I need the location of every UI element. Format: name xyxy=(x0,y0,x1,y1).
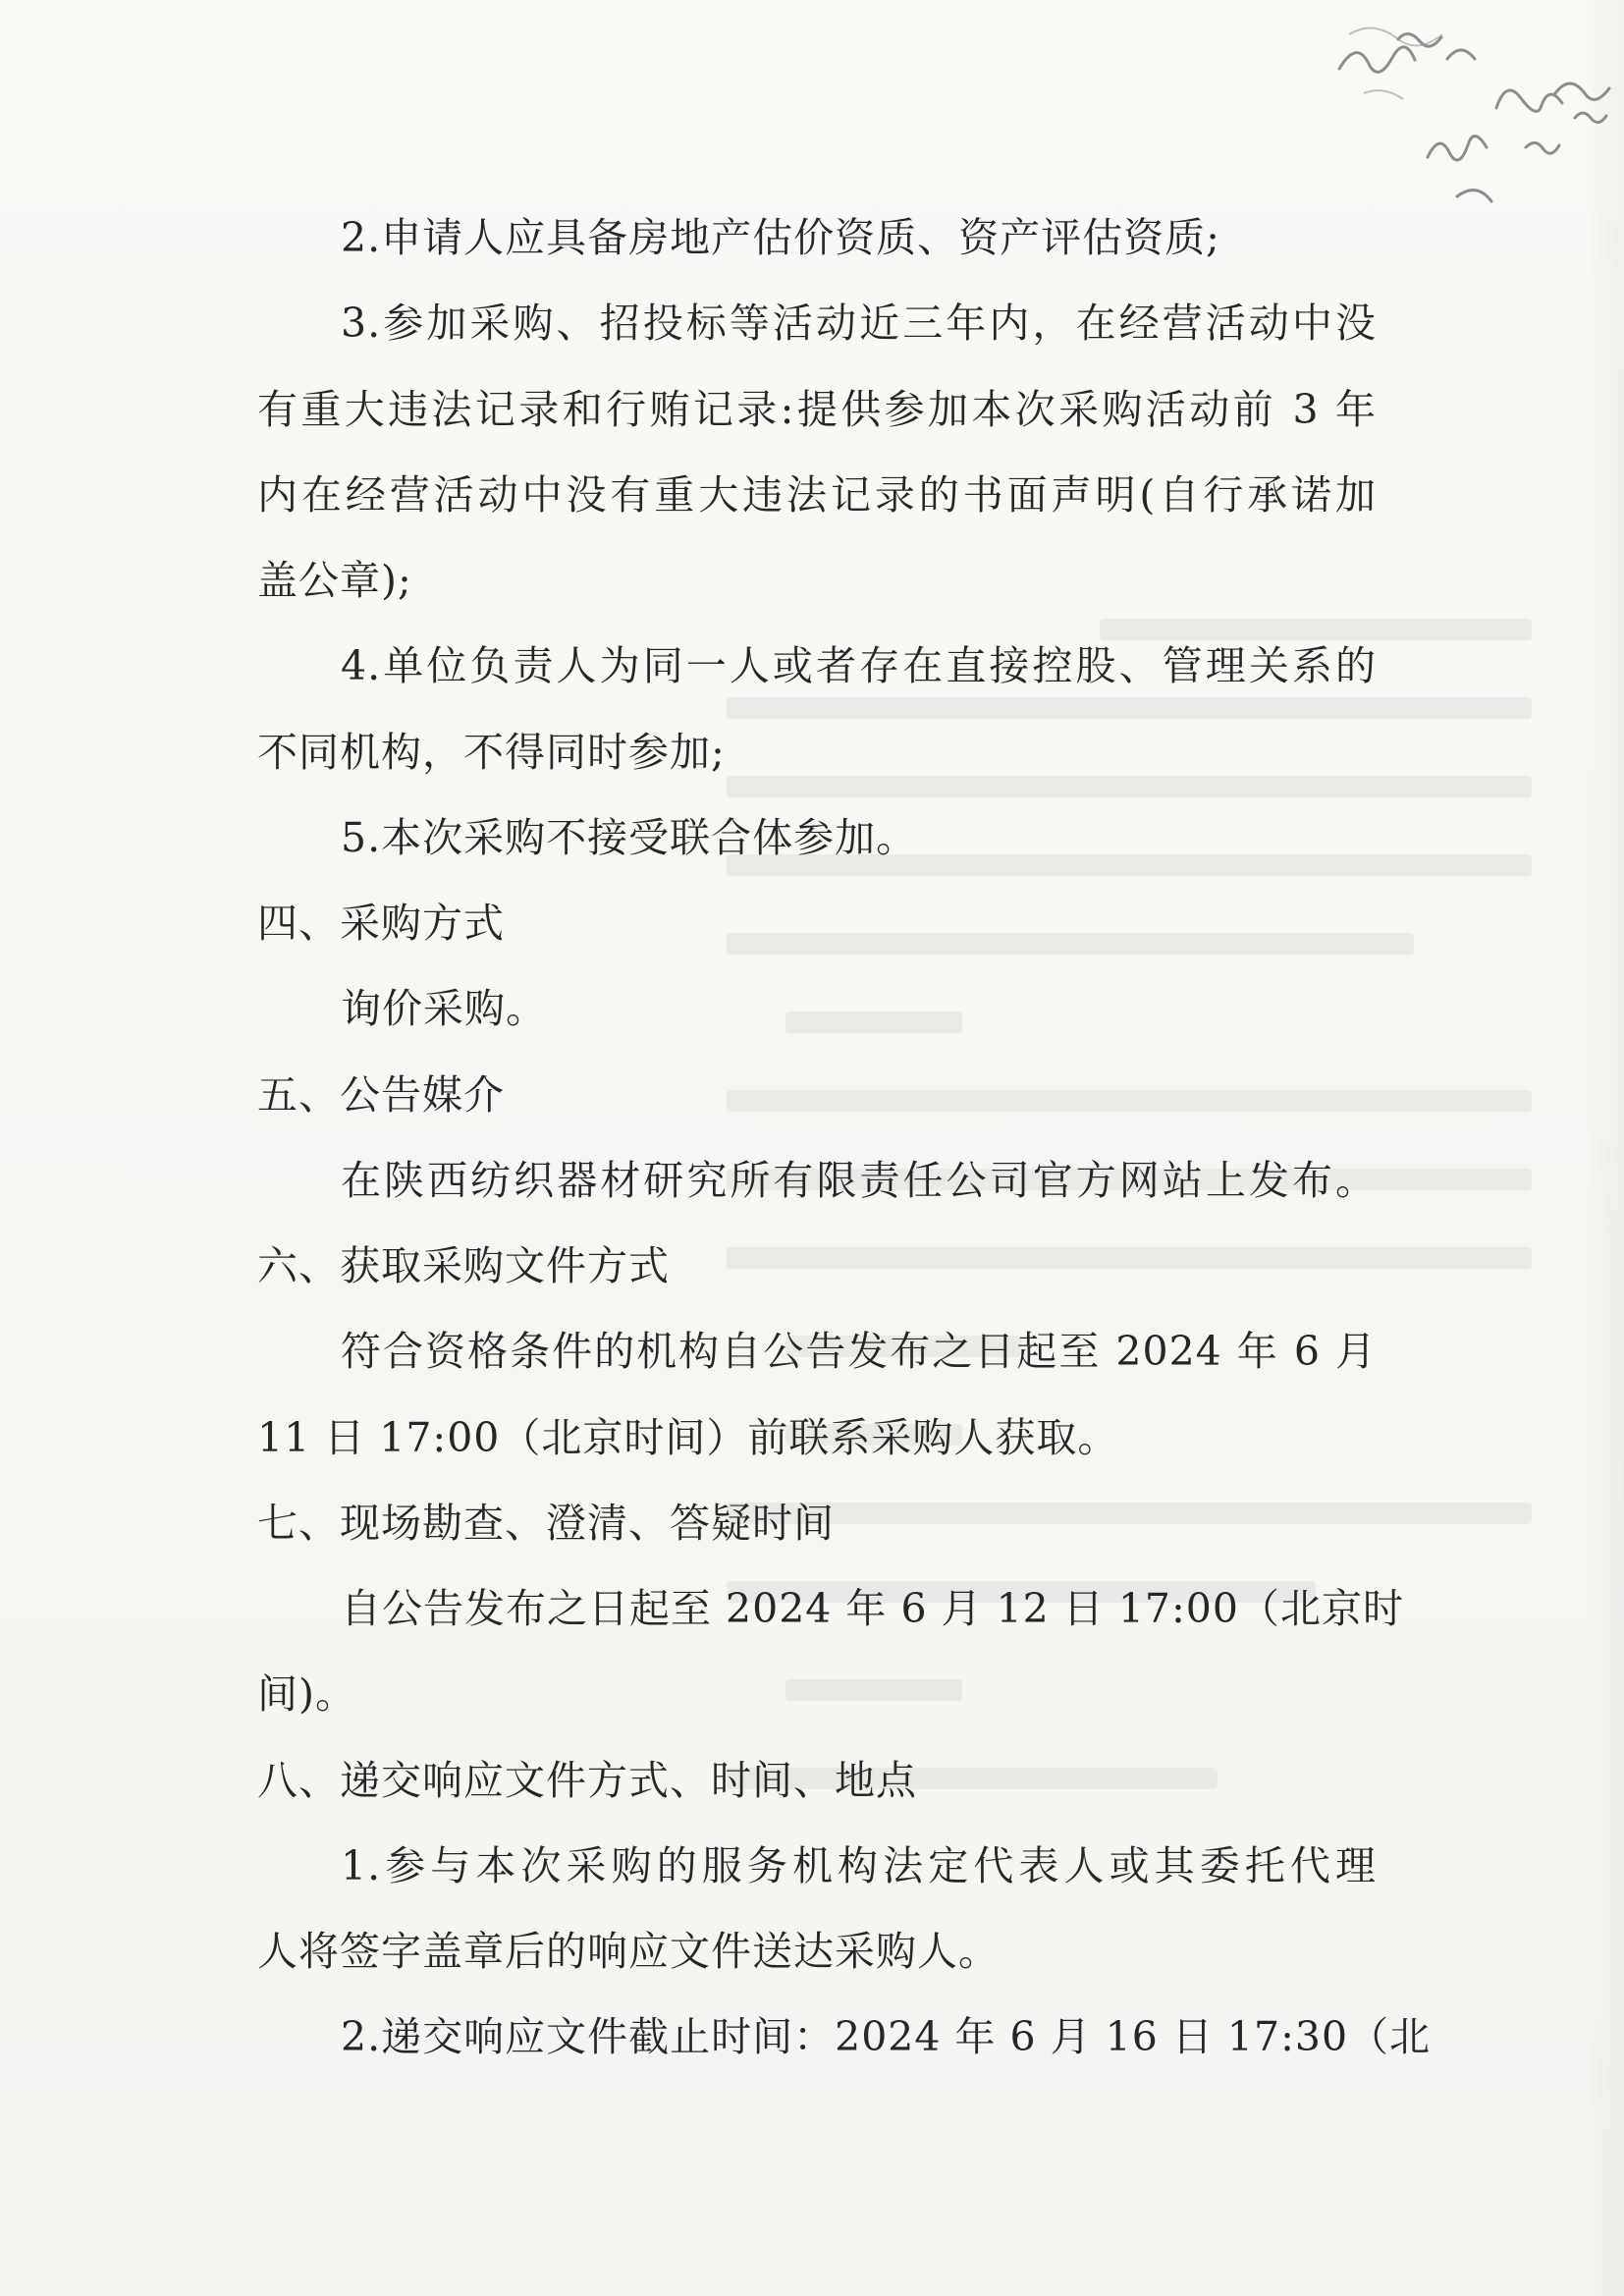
section-heading: 四、采购方式 xyxy=(257,900,505,947)
text-line: 2.申请人应具备房地产估价资质、资产评估资质; xyxy=(341,214,1220,261)
text-line: 自公告发布之日起至 2024 年 6 月 12 日 17:00（北京时 xyxy=(341,1585,1404,1632)
text-line: 在陕西纺织器材研究所有限责任公司官方网站上发布。 xyxy=(341,1157,1377,1204)
text-line: 有重大违法记录和行贿记录:提供参加本次采购活动前 3 年 xyxy=(257,386,1377,433)
section-heading: 五、公告媒介 xyxy=(257,1071,505,1119)
bleed-through-texture xyxy=(687,589,1571,2062)
text-line: 2.递交响应文件截止时间：2024 年 6 月 16 日 17:30（北 xyxy=(341,2013,1432,2060)
text-line: 5.本次采购不接受联合体参加。 xyxy=(341,814,918,861)
text-line: 11 日 17:00（北京时间）前联系采购人获取。 xyxy=(257,1414,1119,1461)
text-line: 内在经营活动中没有重大违法记录的书面声明(自行承诺加 xyxy=(257,471,1377,519)
handwritten-signature xyxy=(1202,0,1624,216)
text-line: 不同机构，不得同时参加; xyxy=(257,729,726,776)
text-line: 询价采购。 xyxy=(341,985,547,1032)
section-heading: 六、获取采购文件方式 xyxy=(257,1242,670,1289)
text-line: 3.参加采购、招投标等活动近三年内，在经营活动中没 xyxy=(341,300,1377,347)
text-line: 间)。 xyxy=(257,1670,356,1718)
text-line: 符合资格条件的机构自公告发布之日起至 2024 年 6 月 xyxy=(341,1328,1377,1375)
section-heading: 七、现场勘查、澄清、答疑时间 xyxy=(257,1500,835,1547)
text-line: 1.参与本次采购的服务机构法定代表人或其委托代理 xyxy=(341,1842,1377,1889)
text-line: 4.单位负责人为同一人或者存在直接控股、管理关系的 xyxy=(341,642,1377,689)
text-line: 盖公章); xyxy=(257,557,412,604)
section-heading: 八、递交响应文件方式、时间、地点 xyxy=(257,1757,917,1804)
text-line: 人将签字盖章后的响应文件送达采购人。 xyxy=(257,1928,1000,1975)
scan-edge-shadow xyxy=(1585,0,1624,2296)
